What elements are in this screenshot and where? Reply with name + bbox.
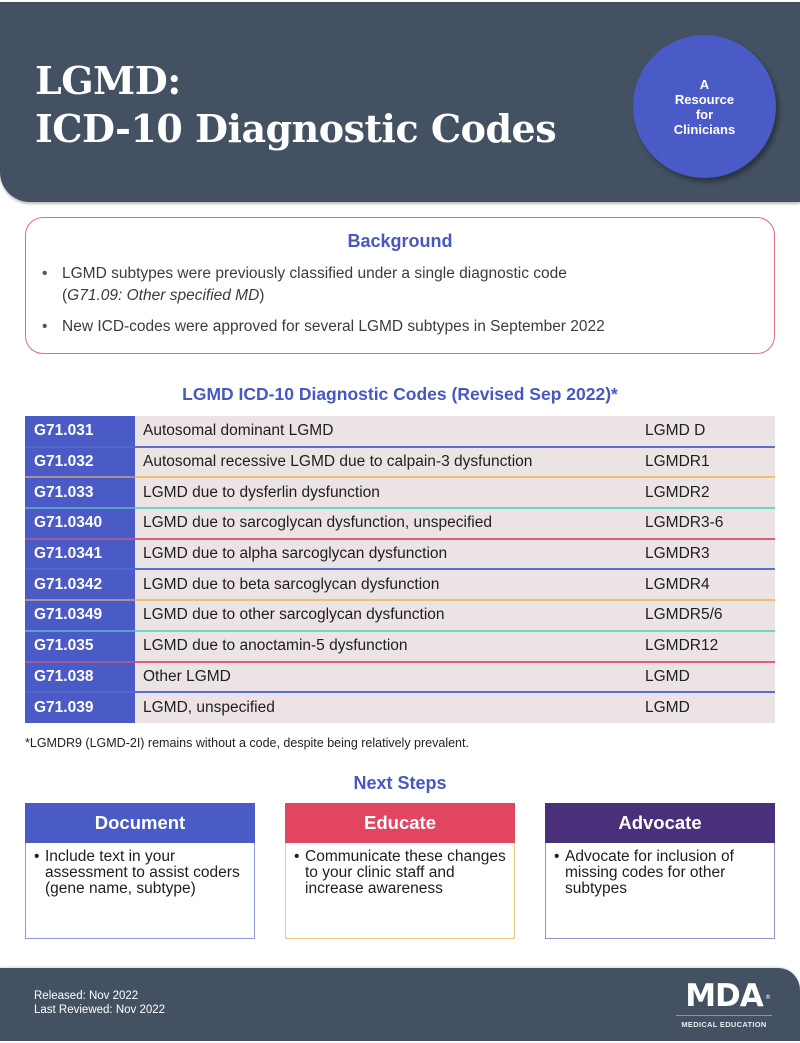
code-description: LGMD due to anoctamin-5 dysfunction bbox=[143, 637, 408, 655]
table-row bbox=[25, 508, 775, 539]
table-footnote: *LGMDR9 (LGMD-2I) remains without a code, despite being relatively prevalent. bbox=[25, 736, 469, 750]
background-section bbox=[25, 217, 775, 354]
badge-line: Clinicians bbox=[673, 121, 736, 137]
step-card-document bbox=[25, 803, 255, 939]
audience-badge bbox=[633, 35, 776, 178]
step-heading: Advocate bbox=[545, 803, 775, 843]
step-body bbox=[545, 843, 775, 939]
logo-wordmark bbox=[676, 980, 772, 1012]
registered-mark: ® bbox=[765, 994, 770, 1001]
badge-line: A bbox=[699, 76, 710, 92]
icd-code: G71.032 bbox=[25, 447, 135, 478]
table-row bbox=[25, 631, 775, 662]
icd-code: G71.038 bbox=[25, 662, 135, 693]
table-row bbox=[25, 477, 775, 508]
background-title: Background bbox=[347, 231, 453, 251]
bullet-text: LGMD subtypes were previously classified under a single diagnostic code bbox=[62, 265, 567, 282]
codes-table bbox=[25, 416, 775, 723]
row-divider bbox=[135, 507, 775, 509]
row-divider bbox=[25, 476, 135, 478]
title-line-1: LGMD: bbox=[35, 58, 181, 103]
code-description: Autosomal recessive LGMD due to calpain-3 dysfunction bbox=[143, 453, 533, 471]
step-body bbox=[285, 843, 515, 939]
table-row bbox=[25, 539, 775, 570]
header-banner bbox=[0, 2, 800, 202]
lgmd-subtype: LGMD D bbox=[645, 422, 706, 440]
row-divider bbox=[135, 691, 775, 693]
row-divider bbox=[25, 568, 135, 570]
row-divider bbox=[135, 568, 775, 570]
row-divider bbox=[135, 538, 775, 540]
logo-text: MDA bbox=[685, 978, 763, 1014]
footer bbox=[0, 968, 800, 1041]
icd-code: G71.031 bbox=[25, 416, 135, 447]
released-date: Released: Nov 2022 bbox=[34, 990, 139, 1002]
page-title bbox=[35, 57, 556, 153]
icd-code: G71.0340 bbox=[25, 508, 135, 539]
badge-line: Resource bbox=[674, 91, 735, 107]
next-steps-title: Next Steps bbox=[353, 773, 447, 793]
paren: ) bbox=[259, 287, 265, 304]
background-bullets bbox=[40, 263, 760, 347]
row-divider bbox=[135, 630, 775, 632]
previous-code-text: G71.09: Other specified MD bbox=[67, 287, 260, 304]
icd-code: G71.0349 bbox=[25, 600, 135, 631]
row-divider bbox=[135, 661, 775, 663]
row-divider bbox=[25, 599, 135, 601]
lgmd-subtype: LGMDR3 bbox=[645, 545, 710, 563]
icd-code: G71.033 bbox=[25, 477, 135, 508]
row-divider bbox=[25, 446, 135, 448]
bullet-text: New ICD-codes were approved for several LGMD subtypes in September 2022 bbox=[62, 318, 605, 335]
code-description: LGMD due to beta sarcoglycan dysfunction bbox=[143, 575, 440, 593]
background-bullet bbox=[40, 263, 760, 307]
row-divider bbox=[25, 507, 135, 509]
row-divider bbox=[25, 691, 135, 693]
lgmd-subtype: LGMDR5/6 bbox=[645, 606, 723, 624]
step-card-advocate bbox=[545, 803, 775, 939]
code-description: Other LGMD bbox=[143, 667, 231, 685]
table-row bbox=[25, 447, 775, 478]
table-row bbox=[25, 600, 775, 631]
logo-divider bbox=[676, 1015, 772, 1016]
row-divider bbox=[25, 661, 135, 663]
step-body bbox=[25, 843, 255, 939]
code-description: LGMD due to sarcoglycan dysfunction, unspecified bbox=[143, 514, 492, 532]
code-description: Autosomal dominant LGMD bbox=[143, 422, 334, 440]
release-dates bbox=[34, 989, 165, 1017]
step-heading: Document bbox=[25, 803, 255, 843]
lgmd-subtype: LGMDR2 bbox=[645, 483, 710, 501]
mda-logo bbox=[676, 980, 772, 1032]
lgmd-subtype: LGMD bbox=[645, 667, 690, 685]
table-row bbox=[25, 416, 775, 447]
reviewed-date: Last Reviewed: Nov 2022 bbox=[34, 1004, 166, 1016]
step-text: • Advocate for inclusion of missing codes for other subtypes bbox=[554, 849, 766, 897]
table-row bbox=[25, 569, 775, 600]
row-divider bbox=[25, 630, 135, 632]
lgmd-subtype: LGMDR4 bbox=[645, 575, 710, 593]
badge-line: for bbox=[695, 106, 714, 122]
code-description: LGMD due to other sarcoglycan dysfunction bbox=[143, 606, 445, 624]
icd-code: G71.035 bbox=[25, 631, 135, 662]
codes-table-title: LGMD ICD-10 Diagnostic Codes (Revised Sep 2022)* bbox=[182, 384, 618, 404]
icd-code: G71.0342 bbox=[25, 569, 135, 600]
logo-tagline: MEDICAL EDUCATION bbox=[681, 1020, 767, 1029]
lgmd-subtype: LGMD bbox=[645, 698, 690, 716]
lgmd-subtype: LGMDR12 bbox=[645, 637, 719, 655]
lgmd-subtype: LGMDR1 bbox=[645, 453, 710, 471]
table-row bbox=[25, 662, 775, 693]
icd-code: G71.0341 bbox=[25, 539, 135, 570]
code-description: LGMD due to dysferlin dysfunction bbox=[143, 483, 380, 501]
code-description: LGMD due to alpha sarcoglycan dysfunction bbox=[143, 545, 448, 563]
title-line-2: ICD-10 Diagnostic Codes bbox=[35, 106, 557, 151]
paren: ( bbox=[62, 287, 68, 304]
row-divider bbox=[135, 599, 775, 601]
icd-code: G71.039 bbox=[25, 692, 135, 723]
step-text: • Include text in your assessment to assist coders (gene name, subtype) bbox=[34, 849, 246, 897]
table-row bbox=[25, 692, 775, 723]
step-text: • Communicate these changes to your clinic staff and increase awareness bbox=[294, 849, 506, 897]
lgmd-subtype: LGMDR3-6 bbox=[645, 514, 724, 532]
row-divider bbox=[135, 446, 775, 448]
row-divider bbox=[135, 476, 775, 478]
row-divider bbox=[25, 538, 135, 540]
step-card-educate bbox=[285, 803, 515, 939]
background-bullet bbox=[40, 316, 760, 338]
step-heading: Educate bbox=[285, 803, 515, 843]
code-description: LGMD, unspecified bbox=[143, 698, 275, 716]
